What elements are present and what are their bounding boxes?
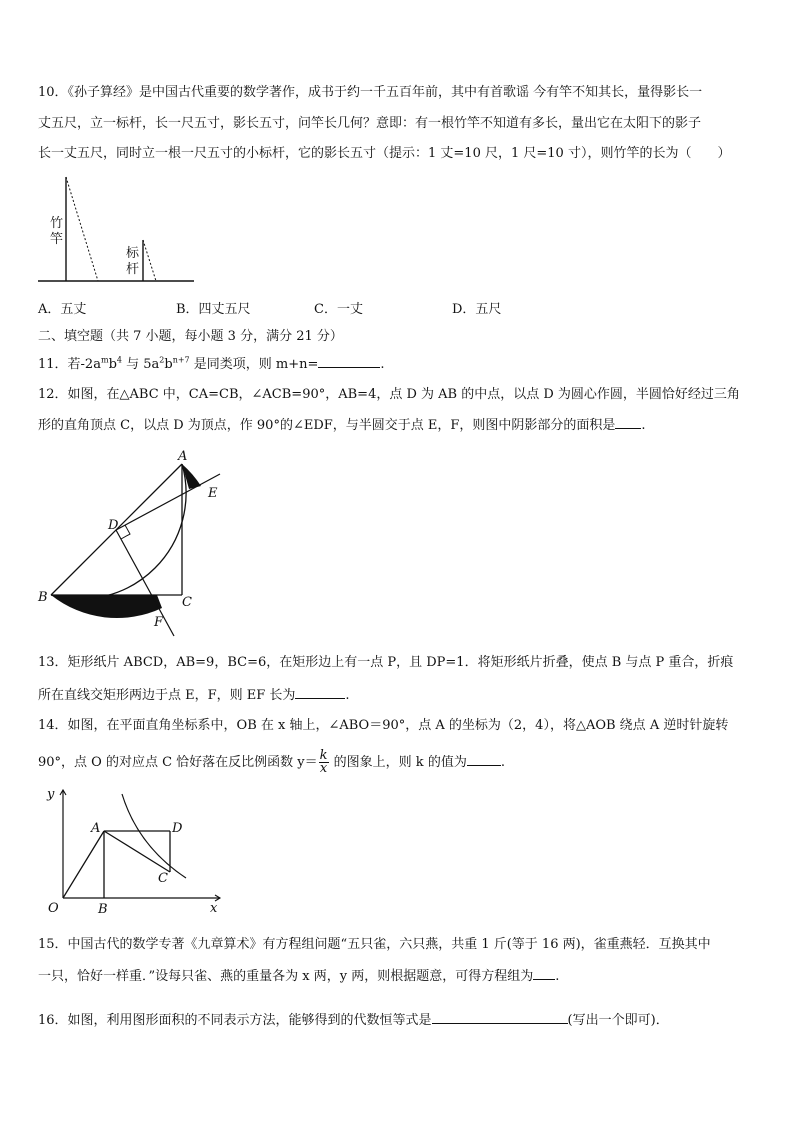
- q11-line: [38, 355, 385, 374]
- q11-text-b2: b: [164, 357, 173, 372]
- q15-answer-blank[interactable]: [533, 967, 555, 980]
- q11-text-post: 是同类项，则 m+n=: [189, 357, 319, 372]
- q11-answer-blank[interactable]: [318, 355, 380, 368]
- q15-end: .: [555, 969, 560, 984]
- q11-text-b: b: [108, 357, 117, 372]
- q10-option-a: A．五丈: [38, 302, 87, 317]
- q15-line-2-text: 一只，恰好一样重．”设每只雀、燕的重量各为 x 两，y 两，则根据题意，可得方程组为: [38, 969, 534, 984]
- q14-line-2: [38, 750, 505, 775]
- q13-answer-blank[interactable]: [295, 686, 345, 699]
- k-over-x-fraction: [319, 750, 329, 775]
- q13-line-2: [38, 686, 350, 705]
- coordinate-figure: [38, 786, 228, 916]
- fraction-numerator: k: [319, 748, 328, 763]
- q12-label-a: A: [178, 449, 188, 464]
- q13-end: .: [345, 688, 350, 703]
- q11-exp-2: 2: [159, 355, 165, 365]
- q14-label-y: y: [47, 787, 55, 802]
- q12-label-d: D: [108, 518, 119, 533]
- q12-label-c: C: [182, 595, 192, 610]
- semicircle-triangle-figure: [34, 446, 234, 638]
- q14-label-x: x: [210, 901, 218, 916]
- q15-line-1: 15．中国古代的数学专著《九章算术》有方程组问题“五只雀，六只燕，共重 1 斤(等于 16 两)，雀重燕轻．互换其中: [38, 937, 711, 952]
- q14-line-2-post: 的图象上，则 k 的值为: [329, 755, 467, 770]
- q10-option-d: D．五尺: [452, 302, 502, 317]
- semicircle-arc: [51, 464, 186, 599]
- q12-line-2-text: 形的直角顶点 C，以点 D 为顶点，作 90°的∠EDF，与半圆交于点 E，F，则图中阴影部分的面积是: [38, 418, 616, 433]
- q14-label-d: D: [172, 821, 183, 836]
- q16-answer-blank[interactable]: [432, 1011, 568, 1024]
- q12-end: .: [641, 418, 646, 433]
- q10-line-2: 丈五尺，立一标杆，长一尺五寸，影长五寸，问竿长几何？意即：有一根竹竿不知道有多长，量出它在太阳下的影子: [38, 116, 702, 131]
- q12-label-e: E: [208, 486, 218, 501]
- q12-line-2: [38, 416, 646, 435]
- q12-answer-blank[interactable]: [615, 416, 641, 429]
- q14-end: .: [500, 755, 505, 770]
- q14-line-1: 14．如图，在平面直角坐标系中，OB 在 x 轴上，∠ABO＝90°，点 A 的坐标为（2，4），将△AOB 绕点 A 逆时针旋转: [38, 718, 729, 733]
- q16-line: [38, 1011, 669, 1030]
- q14-line-2-pre: 90°，点 O 的对应点 C 恰好落在反比例函数 y＝: [38, 755, 318, 770]
- q12-label-b: B: [38, 590, 48, 605]
- bamboo-label: 竹竿: [50, 216, 64, 247]
- q12-line-1: 12．如图，在△ABC 中，CA=CB，∠ACB=90°，AB=4，点 D 为 AB 的中点，以点 D 为圆心作圆，半圆恰好经过三角: [38, 387, 740, 402]
- q11-end: .: [380, 357, 385, 372]
- q11-text-pre: 11．若-2a: [38, 357, 101, 372]
- q14-label-b: B: [98, 902, 108, 917]
- q15-line-2: [38, 967, 559, 986]
- q16-text-post: (写出一个即可)．: [567, 1013, 669, 1028]
- q10-option-b: B．四丈五尺: [176, 302, 251, 317]
- q14-label-a: A: [91, 821, 101, 836]
- q10-line-3: 长一丈五尺，同时立一根一尺五寸的小标杆，它的影长五寸（提示：1 丈=10 尺，1 尺=10 寸），则竹竿的长为（ ）: [38, 146, 731, 161]
- q11-exp-n7: n+7: [172, 355, 190, 365]
- fraction-denominator: x: [319, 761, 328, 776]
- q14-label-c: C: [158, 871, 168, 886]
- q11-text-mid: 与 5a: [121, 357, 160, 372]
- q13-line-1: 13．矩形纸片 ABCD，AB=9，BC=6，在矩形边上有一点 P，且 DP=1．将矩形纸片折叠，使点 B 与点 P 重合，折痕: [38, 655, 734, 670]
- q14-answer-blank[interactable]: [467, 753, 501, 766]
- q10-line-1: 10．《孙子算经》是中国古代重要的数学著作，成书于约一千五百年前，其中有首歌谣 今有竿不知其长，量得影长一: [38, 85, 703, 100]
- q13-line-2-text: 所在直线交矩形两边于点 E，F，则 EF 长为: [38, 688, 296, 703]
- q11-exp-m: m: [100, 355, 109, 365]
- q10-option-c: C．一丈: [314, 302, 363, 317]
- q11-exp-4: 4: [116, 355, 122, 365]
- pole-label: 标杆: [126, 246, 140, 277]
- q12-label-f: F: [154, 615, 164, 630]
- q16-text-pre: 16．如图，利用图形面积的不同表示方法，能够得到的代数恒等式是: [38, 1013, 432, 1028]
- section-heading: 二、填空题（共 7 小题，每小题 3 分，满分 21 分）: [38, 329, 343, 344]
- q14-label-o: O: [48, 901, 59, 916]
